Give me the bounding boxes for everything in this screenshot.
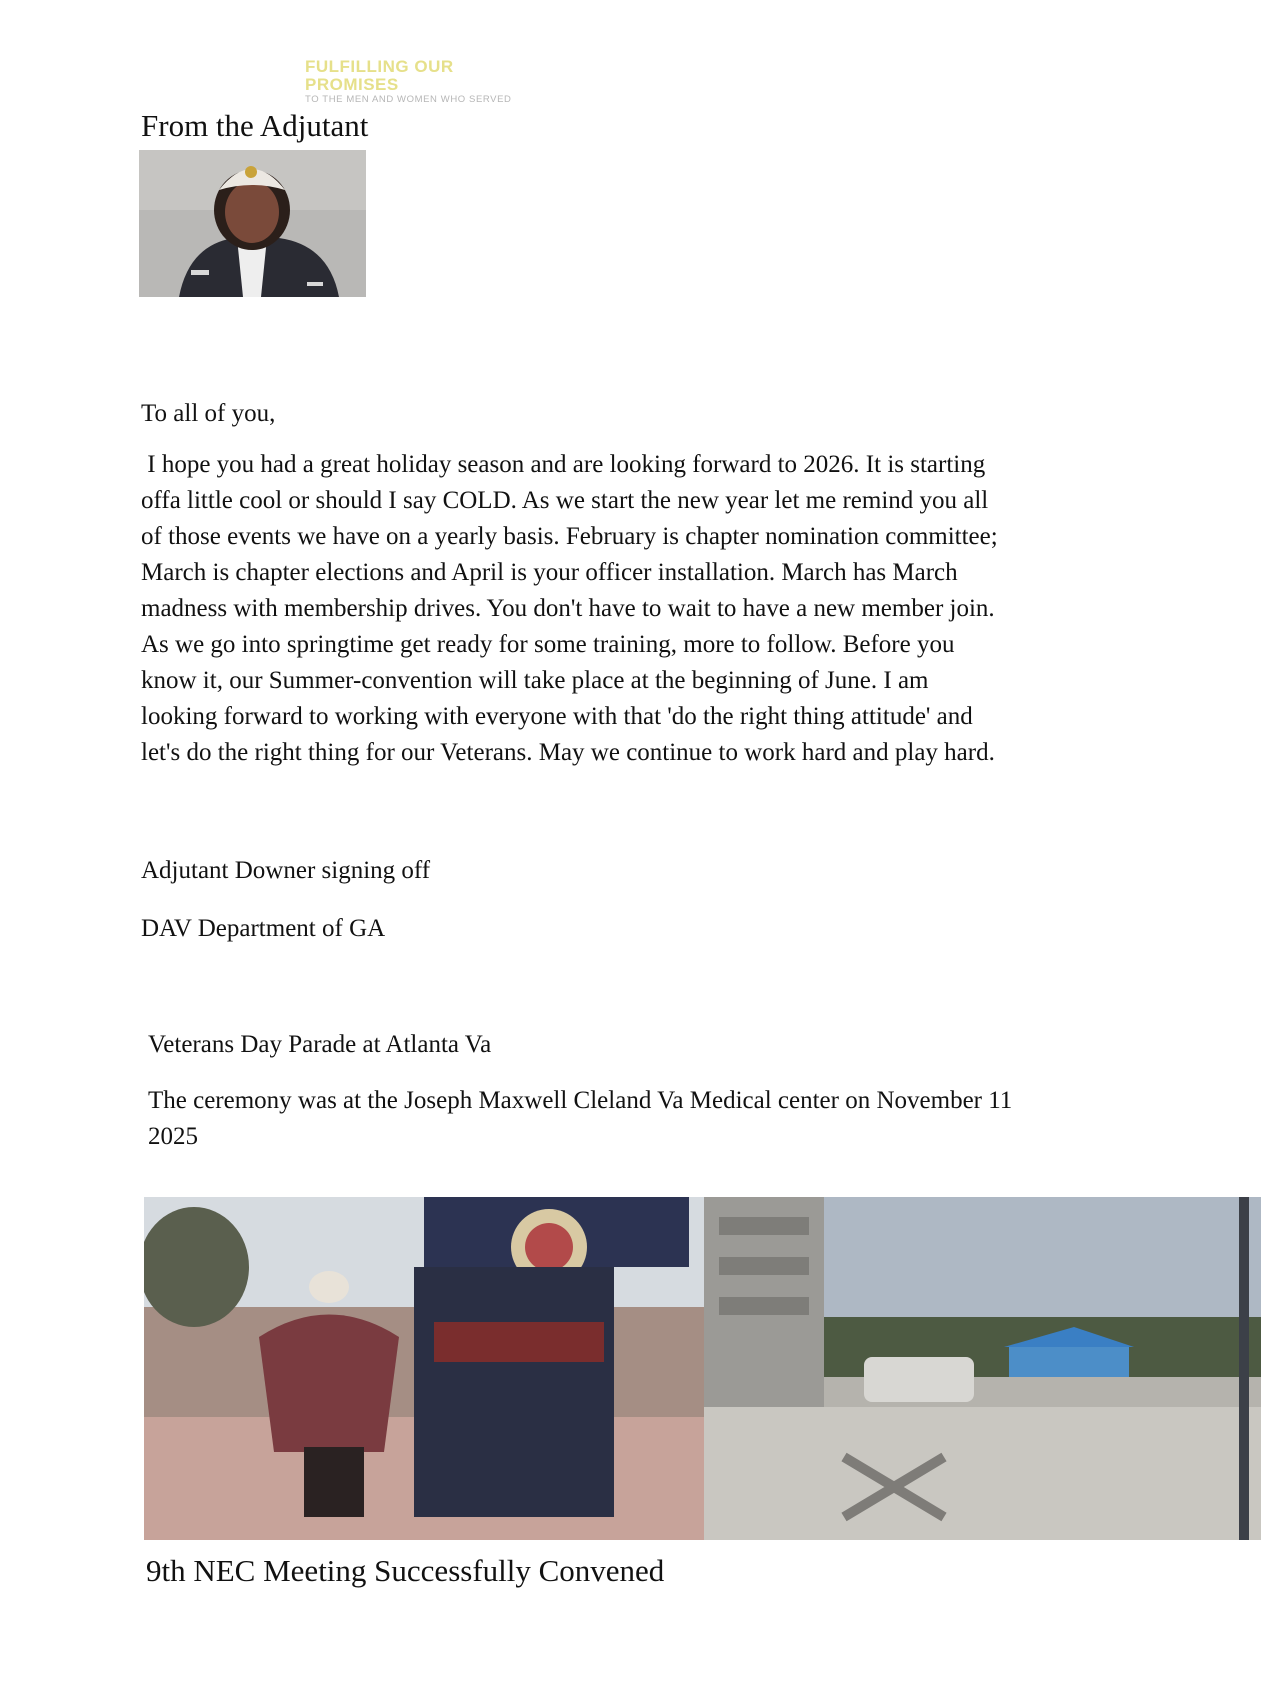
body-line: I hope you had a great holiday season and are looking forward to 2026. It is starting — [141, 451, 986, 478]
adjutant-letter-body — [141, 447, 1181, 771]
organization-name: DAV Department of GA — [141, 915, 386, 942]
description-line: The ceremony was at the Joseph Maxwell Cleland Va Medical center on November 11 — [148, 1087, 1013, 1114]
banner-title: FULFILLING OUR PROMISES — [305, 57, 454, 94]
adjutant-portrait-photo — [139, 150, 366, 297]
description-line: 2025 — [148, 1123, 198, 1150]
body-line: looking forward to working with everyone with that 'do the right thing attitude' and — [141, 703, 973, 730]
body-line: madness with membership drives. You don't have to wait to have a new member join. — [141, 595, 995, 622]
body-line: of those events we have on a yearly basis. February is chapter nomination committee; — [141, 523, 998, 550]
salutation: To all of you, — [141, 400, 276, 427]
parade-description — [148, 1083, 1188, 1155]
nec-meeting-heading: 9th NEC Meeting Successfully Convened — [146, 1553, 665, 1588]
banner-logo — [305, 58, 545, 105]
body-line: As we go into springtime get ready for some training, more to follow. Before you — [141, 631, 955, 658]
body-line: let's do the right thing for our Veterans. May we continue to work hard and play hard. — [141, 739, 995, 766]
parade-photo-strip — [144, 1197, 1261, 1540]
section-heading-adjutant: From the Adjutant — [141, 108, 369, 143]
parade-title: Veterans Day Parade at Atlanta Va — [148, 1031, 492, 1058]
body-line: offa little cool or should I say COLD. As we start the new year let me remind you all — [141, 487, 989, 514]
body-line: March is chapter elections and April is your officer installation. March has March — [141, 559, 958, 586]
signoff: Adjutant Downer signing off — [141, 857, 431, 884]
banner-subtitle: TO THE MEN AND WOMEN WHO SERVED — [305, 94, 512, 105]
body-line: know it, our Summer-convention will take place at the beginning of June. I am — [141, 667, 929, 694]
